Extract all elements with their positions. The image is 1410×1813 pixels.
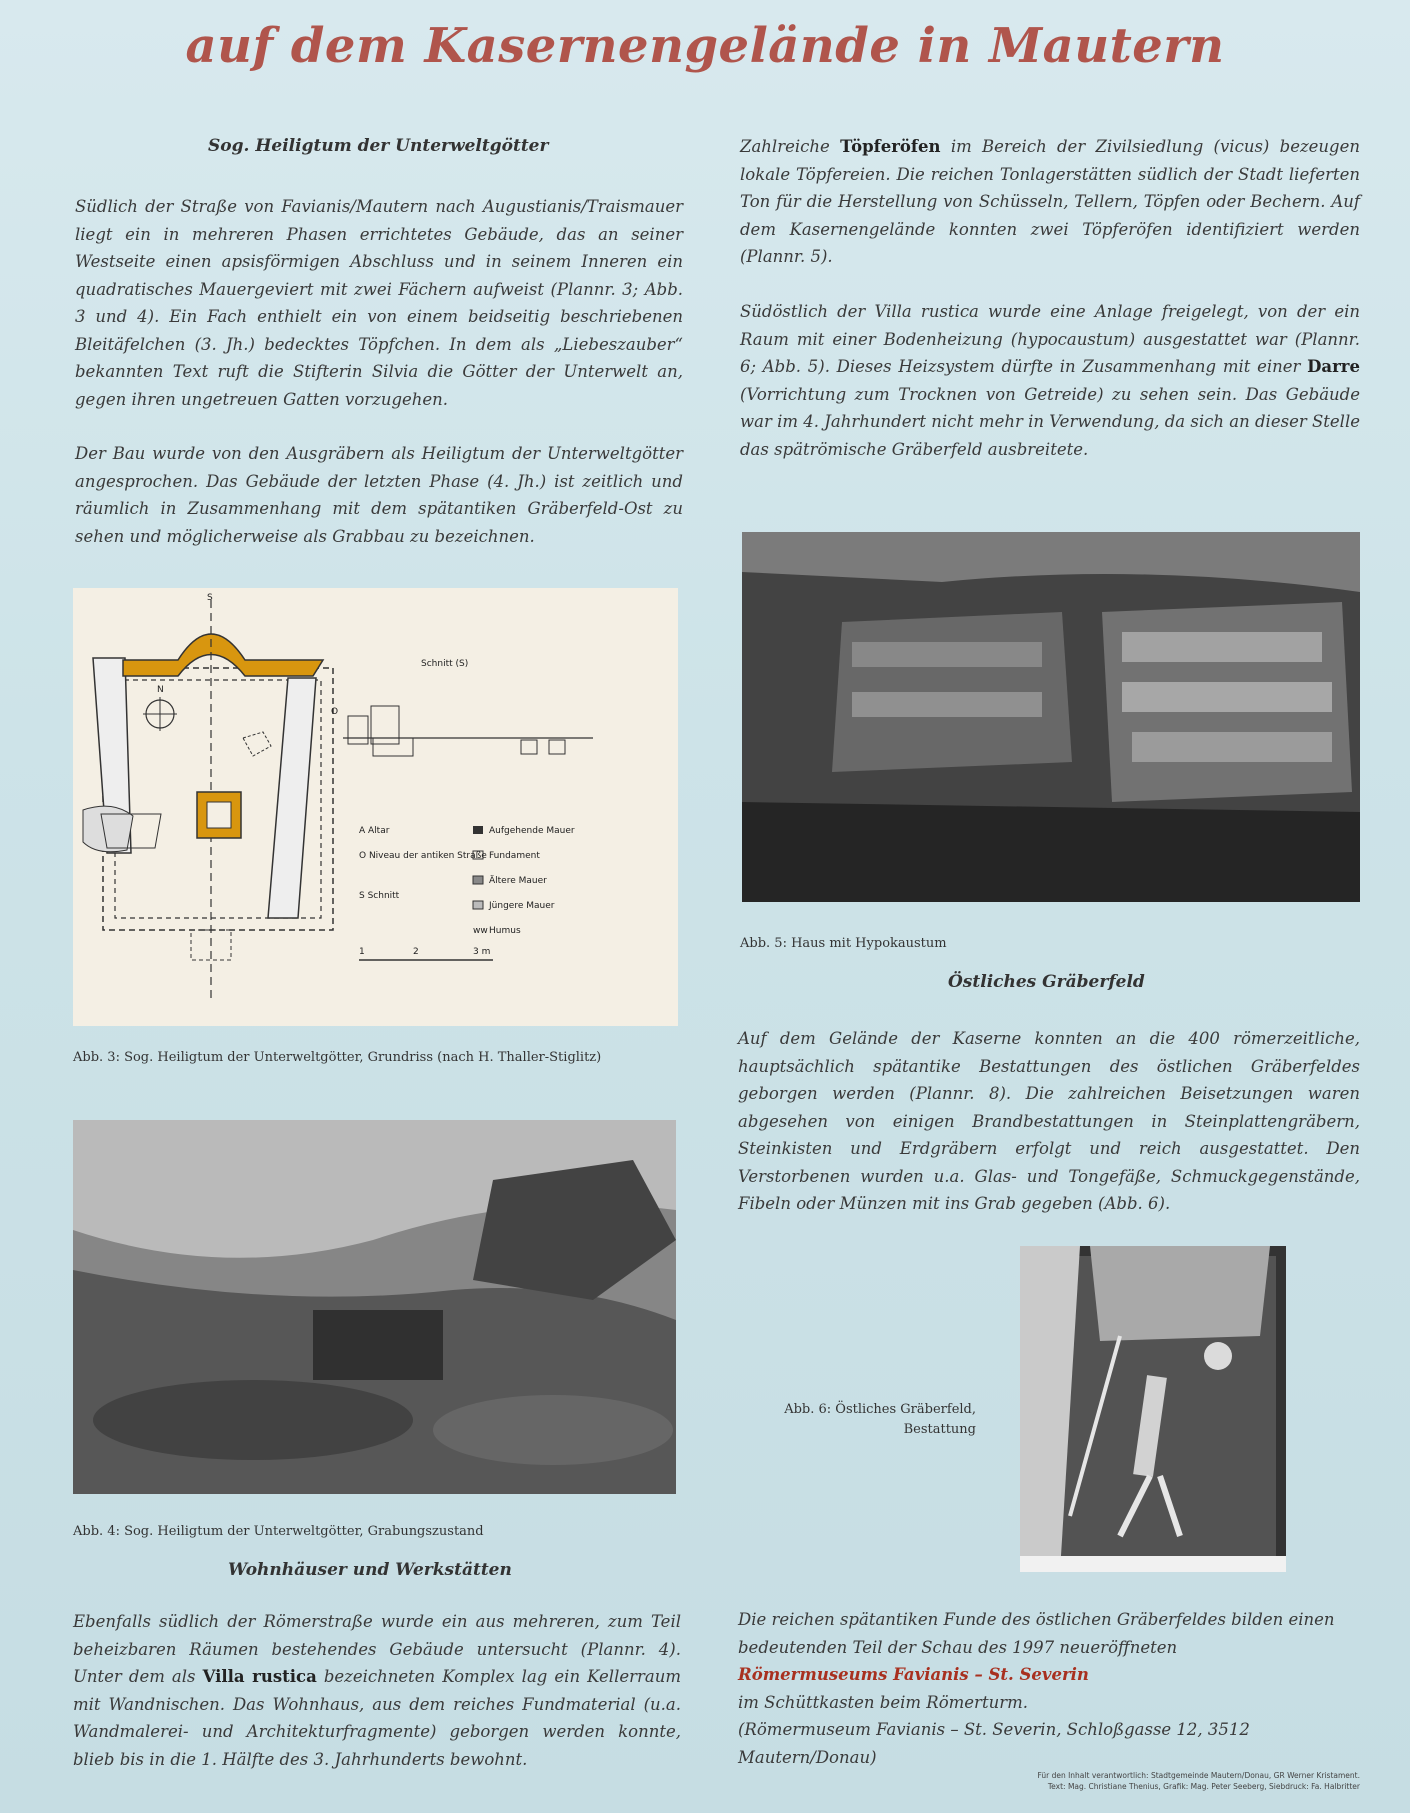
legend-younger-wall: Jüngere Mauer	[489, 901, 555, 911]
legend-standing-wall: Aufgehende Mauer	[489, 826, 575, 836]
caption-abb3: Abb. 3: Sog. Heiligtum der Unterweltgötter, Grundriss (nach H. Thaller-Stiglitz)	[73, 1050, 602, 1065]
legend-humus-symbol: ww	[473, 926, 488, 936]
villa-rustica-bold: Villa rustica	[202, 1667, 317, 1686]
footer-credits	[860, 1770, 1360, 1792]
heading-graeberfeld: Östliches Gräberfeld	[948, 972, 1145, 992]
caption-abb6-line1: Abb. 6: Östliches Gräberfeld,	[784, 1402, 976, 1417]
legend-section: S Schnitt	[359, 891, 400, 901]
paragraph-museum-part2: im Schüttkasten beim Römerturm.	[738, 1692, 1028, 1712]
paragraph-hypokaustum	[740, 298, 1360, 463]
paragraph-museum	[738, 1606, 1360, 1771]
s-marker-top: S	[207, 593, 213, 603]
compass-north: N	[157, 685, 164, 695]
paragraph-museum-part1: Die reichen spätantiken Funde des östlichen Gräberfeldes bilden einen bedeutenden Teil der Schau des 1997 neueröffneten	[738, 1610, 1335, 1657]
heading-wohnhaeuser: Wohnhäuser und Werkstätten	[228, 1560, 512, 1580]
scale-3: 3 m	[473, 947, 491, 957]
paragraph-heiligtum-1: Südlich der Straße von Favianis/Mautern nach Augustianis/Traismauer liegt ein in mehreren Phasen errichtetes Gebäude, das an seiner Westseite einen apsisförmigen Abschluss und in seinem Inneren ein quadratisches Mauergeviert mit zwei Fächern aufweist (Plannr. 3; Abb. 3 und 4). Ein Fach enthielt ein von einem beidseitig beschriebenen Bleitäfelchen (3. Jh.) bedecktes Töpfchen. In dem als „Liebeszauber“ bekannten Text ruft die Stifterin Silvia die Götter der Unterwelt an, gegen ihren ungetreuen Gatten vorzugehen.	[75, 197, 683, 409]
floor-plan-figure	[73, 588, 678, 1026]
page-title: auf dem Kasernengelände in Mautern	[185, 18, 1225, 74]
caption-abb4: Abb. 4: Sog. Heiligtum der Unterweltgötter, Grabungszustand	[73, 1524, 484, 1539]
paragraph-wohnhaeuser-part2: bezeichneten Komplex lag ein Kellerraum mit Wandnischen. Das Wohnhaus, aus dem reiches Fundmaterial (u.a. Wandmalerei- und Architekturfragmente) geborgen werden konnte, blieb bis in die 1. Hälfte des 3. Jahrhunderts bewohnt.	[73, 1667, 682, 1769]
paragraph-toepferoefen	[740, 133, 1360, 271]
paragraph-museum-address: (Römermuseum Favianis – St. Severin, Schloßgasse 12, 3512 Mautern/Donau)	[738, 1720, 1250, 1767]
paragraph-wohnhaeuser	[73, 1608, 681, 1773]
hypocaust-photo-abb5	[742, 532, 1360, 902]
heading-heiligtum: Sog. Heiligtum der Unterweltgötter	[208, 136, 549, 156]
floor-plan-drawing	[73, 588, 678, 1026]
scale-2: 2	[413, 947, 419, 957]
darre-bold: Darre	[1307, 357, 1360, 376]
east-wall	[268, 678, 316, 918]
footer-line-1: Für den Inhalt verantwortlich: Stadtgemeinde Mautern/Donau, GR Werner Kristament.	[1037, 1771, 1360, 1780]
apse-wall	[123, 634, 323, 676]
legend-foundation: Fundament	[489, 851, 540, 861]
caption-abb5: Abb. 5: Haus mit Hypokaustum	[740, 936, 947, 951]
toepferoefen-bold: Töpferöfen	[840, 137, 941, 156]
paragraph-toepferoefen-part1: Zahlreiche	[740, 137, 841, 156]
section-label: Schnitt (S)	[421, 659, 469, 669]
paragraph-heiligtum-2: Der Bau wurde von den Ausgräbern als Heiligtum der Unterweltgötter angesprochen. Das Gebäude der letzten Phase (4. Jh.) ist zeitlich und räumlich in Zusammenhang mit dem spätantiken Gräberfeld-Ost zu sehen und möglicherweise als Grabbau zu bezeichnen.	[75, 444, 683, 546]
paragraph-graeberfeld: Auf dem Gelände der Kaserne konnten an die 400 römerzeitliche, hauptsächlich spätantike Bestattungen des östlichen Gräberfeldes geborgen werden (Plannr. 8). Die zahlreichen Beisetzungen waren abgesehen von einigen Brandbestattungen in Steinplattengräbern, Steinkisten und Erdgräbern erfolgt und reich ausgestattet. Den Verstorbenen wurden u.a. Glas- und Tongefäße, Schmuckgegenstände, Fibeln oder Münzen mit ins Grab gegeben (Abb. 6).	[738, 1029, 1360, 1213]
burial-photo-abb6	[1020, 1246, 1286, 1572]
excavation-photo-abb4	[73, 1120, 676, 1494]
scale-1: 1	[359, 947, 365, 957]
paragraph-toepferoefen-part2: im Bereich der Zivilsiedlung (vicus) bezeugen lokale Töpfereien. Die reichen Tonlagerstätten südlich der Stadt lieferten Ton für die Herstellung von Schüsseln, Tellern, Töpfen oder Bechern. Auf dem Kasernengelände konnten zwei Töpferöfen identifiziert werden (Plannr. 5).	[740, 137, 1361, 266]
paragraph-hypokaustum-part2: (Vorrichtung zum Trocknen von Getreide) zu sehen sein. Das Gebäude war im 4. Jahrhundert nicht mehr in Verwendung, da sich an dieser Stelle das spätrömische Gräberfeld ausbreitete.	[740, 384, 1360, 459]
caption-abb6-line2: Bestattung	[903, 1422, 976, 1437]
paragraph-hypokaustum-part1: Südöstlich der Villa rustica wurde eine Anlage freigelegt, von der ein Raum mit einer Bodenheizung (hypocaustum) ausgestattet war (Plannr. 6; Abb. 5). Dieses Heizsystem dürfte in Zusammenhang mit einer	[740, 302, 1360, 376]
legend-humus: Humus	[489, 926, 521, 936]
paragraph-wohnhaeuser-part1: Ebenfalls südlich der Römerstraße wurde ein aus mehreren, zum Teil beheizbaren Räumen bestehendes Gebäude untersucht (Plannr. 4). Unter dem als	[73, 1612, 681, 1686]
legend-older-wall: Ältere Mauer	[489, 876, 547, 886]
museum-name-highlight: Römermuseums Favianis – St. Severin	[738, 1665, 1089, 1684]
legend-street-level: O Niveau der antiken Straße	[359, 851, 487, 861]
footer-line-2: Text: Mag. Christiane Thenius, Grafik: Mag. Peter Seeberg, Siebdruck: Fa. Halbritter	[1047, 1782, 1360, 1791]
legend-altar: A Altar	[359, 826, 390, 836]
o-marker: O	[331, 707, 339, 717]
